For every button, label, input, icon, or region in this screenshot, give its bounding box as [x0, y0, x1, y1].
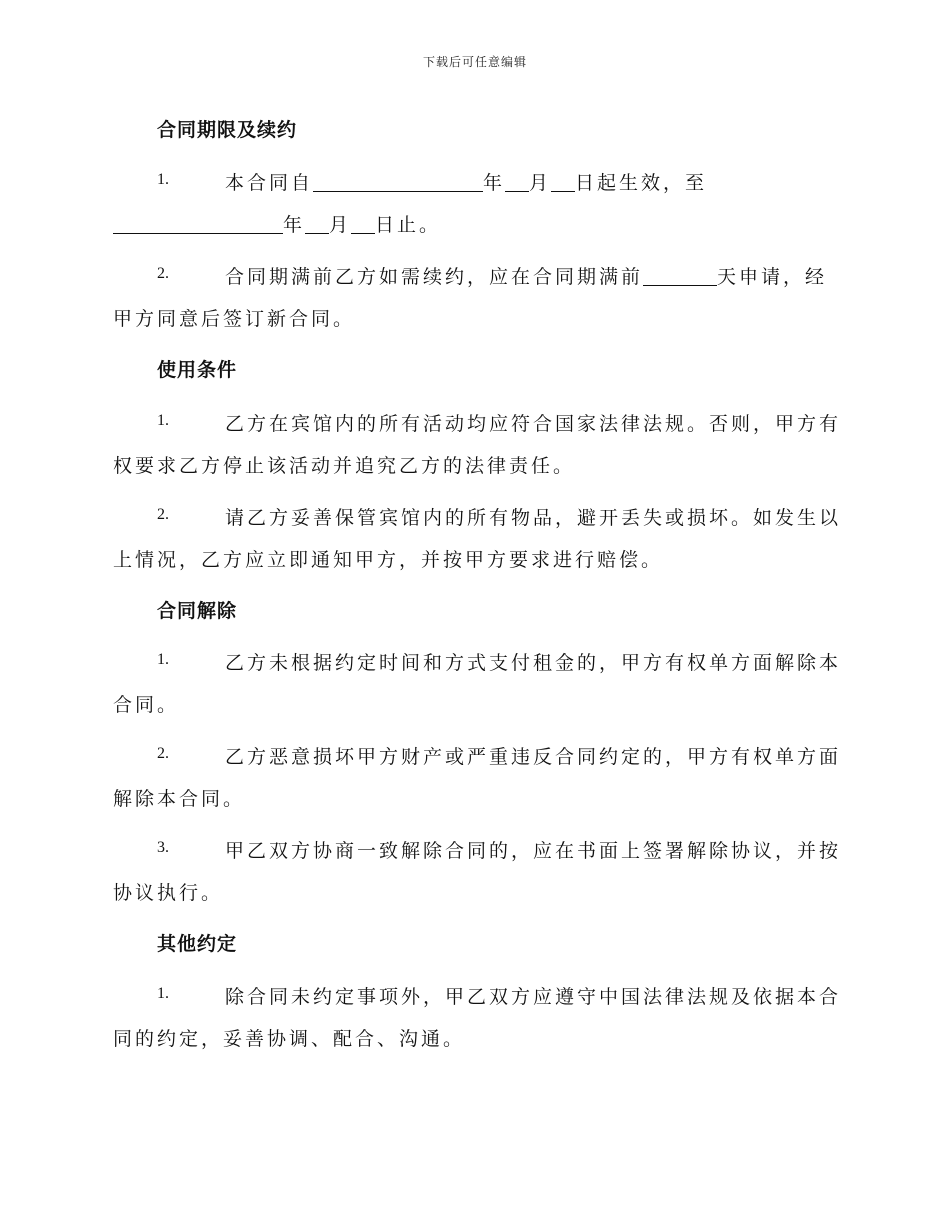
item-number: 1. — [157, 985, 169, 1002]
item-number: 2. — [157, 265, 169, 282]
item-number: 1. — [157, 412, 169, 429]
other-item1-line1: 除合同未约定事项外，甲乙双方应遵守中国法律法规及依据本合 — [225, 986, 842, 1008]
date-blank[interactable] — [113, 214, 283, 234]
date-blank[interactable] — [551, 172, 575, 192]
term-item2-line2: 甲方同意后签订新合同。 — [113, 308, 356, 330]
item-number: 2. — [157, 506, 169, 523]
date-blank[interactable] — [313, 172, 483, 192]
termination-item2-line1: 乙方恶意损坏甲方财产或严重违反合同约定的，甲方有权单方面 — [225, 746, 842, 768]
item-number: 2. — [157, 745, 169, 762]
section-title-use: 使用条件 — [157, 359, 238, 381]
use-item2-line1: 请乙方妥善保管宾馆内的所有物品，避开丢失或损坏。如发生以 — [225, 507, 842, 529]
term-item1-line1: 本合同自 年 月 日起生效，至 — [225, 172, 708, 194]
termination-item1-line2: 合同。 — [113, 694, 180, 716]
date-blank[interactable] — [505, 172, 529, 192]
item-number: 1. — [157, 171, 169, 188]
date-blank[interactable] — [351, 214, 375, 234]
termination-item1-line1: 乙方未根据约定时间和方式支付租金的，甲方有权单方面解除本 — [225, 652, 842, 674]
item-number: 3. — [157, 839, 169, 856]
item-number: 1. — [157, 651, 169, 668]
termination-item3-line2: 协议执行。 — [113, 882, 224, 904]
days-blank[interactable] — [643, 266, 717, 286]
term-item1-line2: 年 月 日止。 — [113, 210, 441, 237]
section-title-other: 其他约定 — [157, 933, 238, 955]
section-title-term: 合同期限及续约 — [157, 119, 298, 141]
section-title-termination: 合同解除 — [157, 600, 238, 622]
termination-item2-line2: 解除本合同。 — [113, 788, 246, 810]
page-header: 下载后可任意编辑 — [422, 55, 527, 69]
date-blank[interactable] — [305, 214, 329, 234]
use-item1-line2: 权要求乙方停止该活动并追究乙方的法律责任。 — [113, 455, 576, 477]
other-item1-line2: 同的约定，妥善协调、配合、沟通。 — [113, 1028, 466, 1050]
use-item2-line2: 上情况，乙方应立即通知甲方，并按甲方要求进行赔偿。 — [113, 549, 664, 571]
termination-item3-line1: 甲乙双方协商一致解除合同的，应在书面上签署解除协议，并按 — [225, 840, 842, 862]
term-item2-line1: 合同期满前乙方如需续约，应在合同期满前 天申请，经 — [225, 266, 828, 288]
use-item1-line1: 乙方在宾馆内的所有活动均应符合国家法律法规。否则，甲方有 — [225, 413, 842, 435]
